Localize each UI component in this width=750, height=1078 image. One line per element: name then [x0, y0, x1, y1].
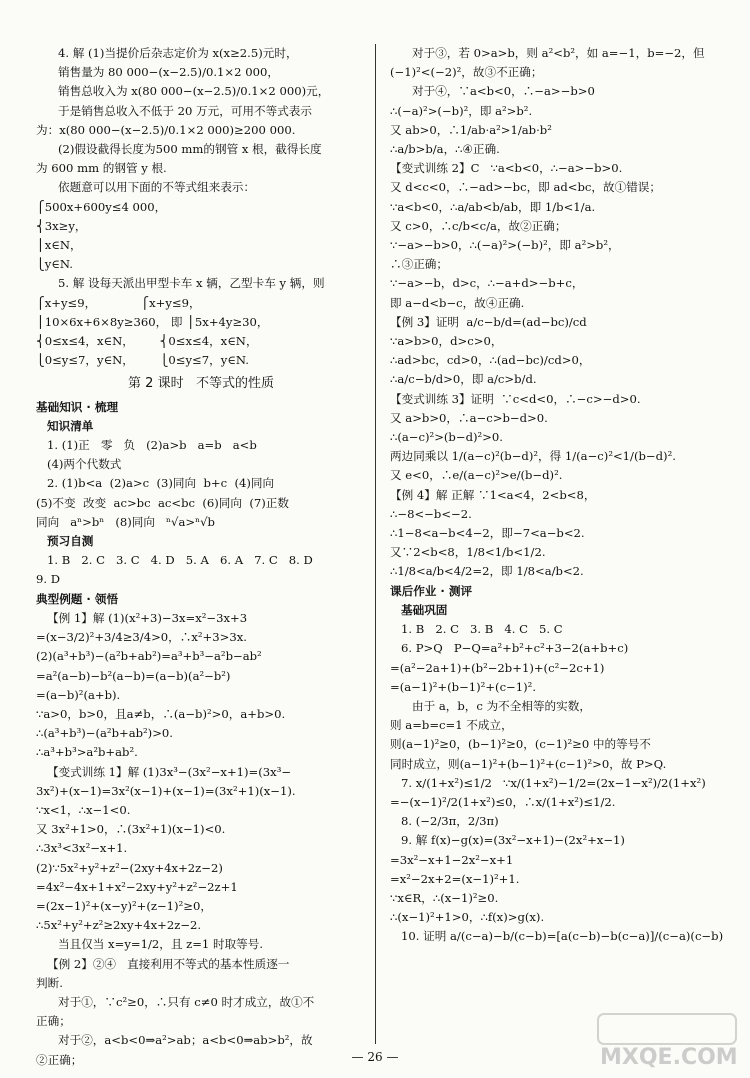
text-line: 【例 4】解 正解 ∵1<a<4，2<b<8， [390, 487, 596, 502]
text-line: 则(a−1)²≥0，(b−1)²≥0，(c−1)²≥0 中的等号不 [390, 737, 651, 752]
text-line: 对于②，a<b<0⇒a²>ab；a<b<0⇒ab>b²，故 [58, 1033, 313, 1048]
text-line: 又 a>b>0，∴a−c>b−d>0. [390, 410, 548, 425]
text-line: 当且仅当 x=y=1/2，且 z=1 时取等号. [58, 937, 264, 952]
left-column [36, 44, 366, 1070]
text-line: 知识清单 [47, 418, 94, 433]
text-line: ⎨0≤x≤4，x∈N， ⎨0≤x≤4，x∈N， [36, 334, 258, 349]
text-line: 对于①，∵c²≥0，∴只有 c≠0 时才成立，故①不 [58, 994, 315, 1009]
text-line: 销售总收入为 x(80 000−(x−2.5)/0.1×2 000)元， [58, 84, 330, 99]
text-line: 正确； [36, 1014, 71, 1029]
watermark-logo [592, 1008, 742, 1072]
text-line: =−(x−1)²/2(1+x²)≤0，∴x/(1+x²)≤1/2. [390, 794, 616, 809]
text-line: (4)两个代数式 [47, 457, 122, 472]
text-line: =a²(a−b)−b²(a−b)=(a−b)(a²−b²) [36, 668, 231, 683]
text-line: ⎩y∈N. [36, 257, 73, 272]
text-line: ∴5x²+y²+z²≥2xy+4x+2z−2. [36, 918, 202, 933]
text-line: 对于④，∵a<b<0，∴−a>−b>0 [412, 84, 595, 99]
text-line: 为：x(80 000−(x−2.5)/0.1×2 000)≥200 000. [36, 122, 296, 137]
text-line: ∴1−8<a−b<4−2，即−7<a−b<2. [390, 526, 585, 541]
text-line: 又 3x²+1>0，∴(3x²+1)(x−1)<0. [36, 822, 226, 837]
text-line: ⎧x+y≤9， ⎧x+y≤9， [36, 295, 201, 310]
text-line: 10. 证明 a/(c−a)−b/(c−b)=[a(c−b)−b(c−a)]/(c−a)(c−b) [401, 929, 724, 944]
text-line: ⎪x∈N， [36, 238, 82, 253]
text-line: =4x²−4x+1+x²−2xy+y²+z²−2z+1 [36, 879, 238, 894]
text-line: 基础知识 · 梳理 [36, 399, 119, 414]
text-line: 同向 aⁿ>bⁿ (8)同向 ⁿ√a>ⁿ√b [36, 514, 215, 529]
text-line: ⎩0≤y≤7，y∈N， ⎩0≤y≤7，y∈N. [36, 353, 249, 368]
text-line: 5. 解 设每天派出甲型卡车 x 辆，乙型卡车 y 辆，则 [58, 276, 325, 291]
text-line: 【变式训练 2】C ∵a<b<0，∴−a>−b>0. [390, 161, 623, 176]
page-number: — 26 — [351, 1050, 399, 1064]
text-line: 1. B 2. C 3. B 4. C 5. C [401, 622, 563, 637]
text-line: =(x−3/2)²+3/4≥3/4>0，∴x²+3>3x. [36, 630, 247, 645]
text-line: 第 2 课时 不等式的性质 [128, 376, 274, 392]
text-line: ∵x<1，∴x−1<0. [36, 802, 131, 817]
text-line: ∴3x³<3x²−x+1. [36, 841, 128, 856]
text-line: (2)∵5x²+y²+z²−(2xy+4x+2z−2) [36, 860, 223, 875]
text-line: 同时成立，则(a−1)²+(b−1)²+(c−1)²>0，故 P>Q. [390, 756, 667, 771]
text-line: 又 d<c<0，∴−ad>−bc，即 ad<bc，故①错误； [390, 180, 661, 195]
text-line: 则 a=b=c=1 不成立， [390, 718, 513, 733]
text-line: ∴a/c−b/d>0，即 a/c>b/d. [390, 372, 537, 387]
text-line: 预习自测 [47, 534, 94, 549]
text-line: 对于③，若 0>a>b，则 a²<b²，如 a=−1，b=−2，但 [412, 46, 705, 60]
text-line: ∴(a³+b³)−(a²b+ab²)>0. [36, 726, 173, 741]
text-line: 【例 3】证明 a/c−b/d=(ad−bc)/cd [390, 314, 587, 329]
text-line: =(2x−1)²+(x−y)²+(z−1)²≥0， [36, 898, 212, 913]
text-line: =(a−b)²(a+b). [36, 687, 121, 702]
text-line: 即 a−d<b−c，故④正确. [390, 295, 525, 310]
text-line: 6. P>Q P−Q=a²+b²+c²+3−2(a+b+c) [401, 641, 629, 656]
text-line: ⎪10×6x+6×8y≥360， 即 ⎪5x+4y≥30， [36, 314, 269, 329]
text-line: 由于 a，b，c 为不全相等的实数， [412, 698, 591, 713]
text-line: ∴(−a)²>(−b)²，即 a²>b². [390, 103, 533, 118]
text-line: (−1)²<(−2)²，故③不正确； [390, 65, 543, 80]
text-line: (2)假设截得长度为500 mm的钢管 x 根，截得长度 [58, 142, 322, 157]
text-line: 1. B 2. C 3. C 4. D 5. A 6. A 7. C 8. D [47, 553, 313, 568]
text-line: 3x²)+(x−1)=3x²(x−1)+(x−1)=(3x²+1)(x−1). [36, 783, 296, 798]
text-line: ∵a>b>0，d>c>0， [390, 334, 503, 349]
text-line: 又 e<0，∴e/(a−c)²>e/(b−d)². [390, 468, 563, 483]
text-line: ∴ad>bc，cd>0，∴(ad−bc)/cd>0， [390, 353, 591, 368]
svg-text:MXQE.COM: MXQE.COM [600, 1045, 738, 1070]
text-line: ∵a>0，b>0，且a≠b，∴(a−b)²>0，a+b>0. [36, 706, 286, 721]
text-line: 2. (1)b<a (2)a>c (3)同向 b+c (4)同向 [47, 476, 275, 491]
text-line: ⎧500x+600y≤4 000， [36, 199, 167, 214]
text-line: ∴(x−1)²+1>0，∴f(x)>g(x). [390, 910, 545, 925]
text-line: ∴a/b>b/a，∴④正确. [390, 142, 500, 157]
text-line: =x²−2x+2=(x−1)²+1. [390, 871, 520, 886]
text-line: 8. (−2/3π，2/3π) [401, 814, 499, 829]
text-line: 又 ab>0，∴1/ab·a²>1/ab·b² [390, 122, 552, 137]
text-line: ∴−8<−b<−2. [390, 506, 472, 521]
text-line: 又 c>0，∴c/b<c/a，故②正确； [390, 218, 567, 233]
text-line: ∴1/8<a/b<4/2=2，即 1/8<a/b<2. [390, 564, 584, 579]
text-line: ∴(a−c)²>(b−d)²>0. [390, 430, 503, 445]
text-line: ∵−a>−b，d>c，∴−a+d>−b+c， [390, 276, 584, 291]
text-line: ②正确； [36, 1052, 83, 1067]
text-line: 9. D [36, 572, 61, 587]
right-column [390, 44, 725, 947]
text-line: 两边同乘以 1/(a−c)²(b−d)²，得 1/(a−c)²<1/(b−d)². [390, 449, 676, 464]
text-line: 4. 解 (1)当提价后杂志定价为 x(x≥2.5)元时， [58, 46, 298, 60]
text-line: 【变式训练 3】证明 ∵c<d<0，∴−c>−d>0. [390, 391, 641, 406]
text-line: 依题意可以用下面的不等式组来表示： [58, 180, 256, 195]
text-line: 【例 2】②④ 直接利用不等式的基本性质逐一 [47, 956, 290, 971]
text-line: 于是销售总收入不低于 20 万元，可用不等式表示 [58, 103, 312, 118]
text-line: 7. x/(1+x²)≤1/2 ∵x/(1+x²)−1/2=(2x−1−x²)/2(1+x²) [401, 775, 706, 790]
text-line: =3x²−x+1−2x²−x+1 [390, 852, 514, 867]
text-line: ∵x∈R，∴(x−1)²≥0. [390, 890, 499, 905]
column-divider [375, 44, 376, 1044]
text-line: =(a²−2a+1)+(b²−2b+1)+(c²−2c+1) [390, 660, 605, 675]
text-line: ∴③正确； [390, 257, 448, 272]
text-line: ⎨3x≥y， [36, 218, 87, 233]
text-line: 典型例题 · 领悟 [36, 591, 119, 606]
text-line: 【例 1】解 (1)(x²+3)−3x=x²−3x+3 [47, 610, 248, 625]
text-line: ∵−a>−b>0，∴(−a)²>(−b)²，即 a²>b²， [390, 238, 620, 253]
text-line: 9. 解 f(x)−g(x)=(3x²−x+1)−(2x²+x−1) [401, 833, 625, 848]
text-line: 1. (1)正 零 负 (2)a>b a=b a<b [47, 438, 257, 453]
text-line: (5)不变 改变 ac>bc ac<bc (6)同向 (7)正数 [36, 495, 289, 510]
text-line: ∵a<b<0，∴a/ab<b/ab，即 1/b<1/a. [390, 199, 596, 214]
text-line: 销售量为 80 000−(x−2.5)/0.1×2 000， [58, 65, 279, 80]
text-line: 【变式训练 1】解 (1)3x³−(3x²−x+1)=(3x³− [47, 764, 292, 779]
text-line: 课后作业 · 测评 [390, 583, 473, 598]
text-line: =(a−1)²+(b−1)²+(c−1)². [390, 679, 537, 694]
text-line: ∴a³+b³>a²b+ab². [36, 745, 138, 760]
text-line: (2)(a³+b³)−(a²b+ab²)=a³+b³−a²b−ab² [36, 649, 262, 664]
text-line: 为 600 mm 的钢管 y 根. [36, 161, 167, 176]
text-line: 基础巩固 [401, 602, 448, 617]
text-line: 判断. [36, 975, 63, 990]
text-line: 又∵2<b<8，1/8<1/b<1/2. [390, 545, 546, 560]
